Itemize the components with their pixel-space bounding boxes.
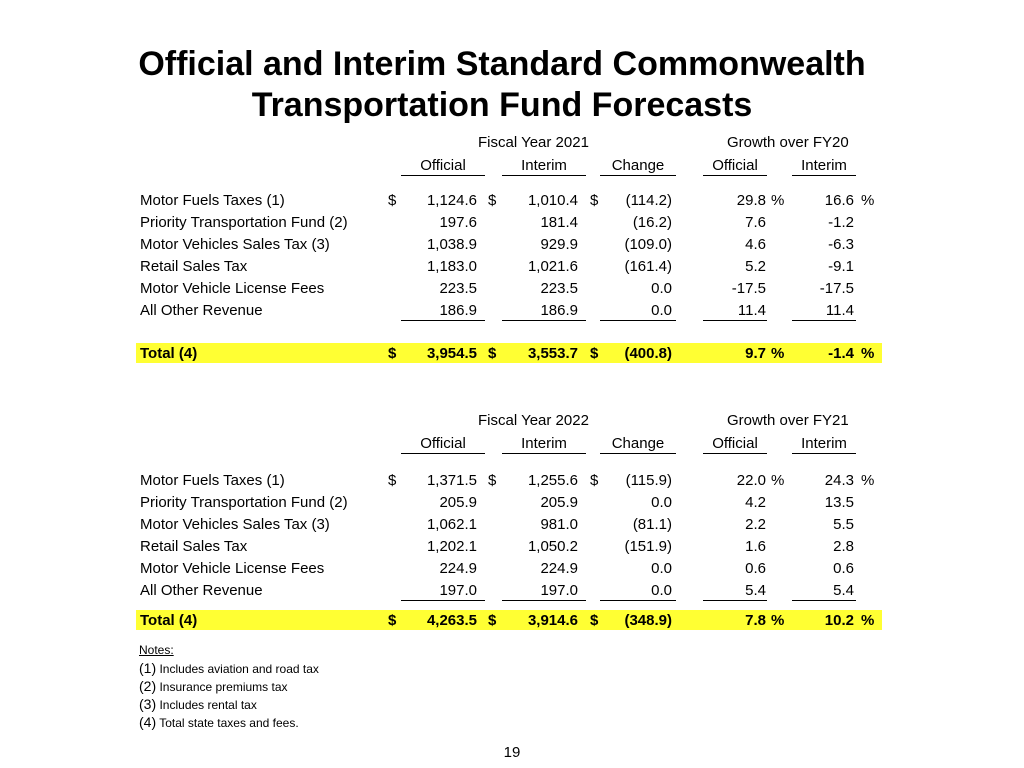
note-item [139, 661, 319, 677]
row-label: Motor Vehicles Sales Tax (3) [140, 516, 330, 533]
interim-value: 1,255.6 [527, 472, 578, 489]
subtotal-underline [401, 320, 485, 321]
total-growth-official: 7.8 [745, 612, 766, 629]
subtotal-underline [792, 320, 856, 321]
official-value: 1,124.6 [426, 192, 477, 209]
header-underline [401, 453, 485, 454]
percent-sign: % [771, 472, 785, 489]
official-value: 223.5 [439, 280, 477, 297]
total-official: 3,954.5 [426, 345, 477, 362]
total-interim: 3,553.7 [527, 345, 578, 362]
interim-value: 981.0 [540, 516, 578, 533]
col-header-growth-official: Official [712, 157, 758, 174]
header-underline [703, 453, 767, 454]
growth-official-value: 11.4 [737, 302, 766, 319]
col-header-growth-interim: Interim [801, 435, 847, 452]
change-value: (16.2) [632, 214, 672, 231]
growth-interim-value: 11.4 [825, 302, 854, 319]
dollar-sign: $ [388, 472, 397, 489]
change-value: 0.0 [651, 302, 672, 319]
note-text: Includes aviation and road tax [159, 662, 319, 676]
growth-official-value: 22.0 [736, 472, 766, 489]
subtotal-underline [792, 600, 856, 601]
change-value: (109.0) [624, 236, 672, 253]
dollar-sign: $ [590, 345, 599, 362]
change-value: 0.0 [651, 280, 672, 297]
fiscal-year-header: Fiscal Year 2021 [478, 134, 589, 151]
official-value: 205.9 [439, 494, 477, 511]
dollar-sign: $ [590, 192, 599, 209]
note-text: Insurance premiums tax [159, 680, 288, 694]
note-text: Includes rental tax [159, 698, 257, 712]
change-value: (81.1) [632, 516, 672, 533]
header-underline [600, 175, 676, 176]
change-value: 0.0 [651, 494, 672, 511]
growth-interim-value: 13.5 [824, 494, 854, 511]
growth-official-value: 4.6 [745, 236, 766, 253]
col-header-official: Official [420, 157, 466, 174]
growth-header: Growth over FY21 [727, 412, 849, 429]
growth-interim-value: 2.8 [833, 538, 854, 555]
interim-value: 186.9 [540, 302, 578, 319]
row-label: Priority Transportation Fund (2) [140, 494, 348, 511]
subtotal-underline [600, 320, 676, 321]
fiscal-year-header: Fiscal Year 2022 [478, 412, 589, 429]
growth-interim-value: 24.3 [824, 472, 854, 489]
header-underline [401, 175, 485, 176]
note-number: (4) [139, 714, 157, 730]
official-value: 1,371.5 [426, 472, 477, 489]
growth-official-value: -17.5 [731, 280, 766, 297]
title-line-1: Official and Interim Standard Commonwealth [138, 45, 866, 83]
col-header-interim: Interim [521, 435, 567, 452]
growth-interim-value: -1.2 [828, 214, 854, 231]
change-value: 0.0 [651, 560, 672, 577]
header-underline [502, 175, 586, 176]
change-value: (161.4) [624, 258, 672, 275]
row-label: Priority Transportation Fund (2) [140, 214, 348, 231]
subtotal-underline [401, 600, 485, 601]
growth-interim-value: 5.5 [833, 516, 854, 533]
change-value: 0.0 [651, 582, 672, 599]
percent-sign: % [771, 345, 785, 362]
col-header-official: Official [420, 435, 466, 452]
subtotal-underline [502, 320, 586, 321]
growth-official-value: 4.2 [745, 494, 766, 511]
interim-value: 197.0 [540, 582, 578, 599]
total-growth-interim: -1.4 [828, 345, 854, 362]
percent-sign: % [861, 345, 875, 362]
official-value: 1,062.1 [426, 516, 477, 533]
total-growth-official: 9.7 [745, 345, 766, 362]
notes-heading: Notes: [139, 643, 174, 657]
total-label: Total (4) [140, 345, 198, 362]
growth-interim-value: -9.1 [828, 258, 854, 275]
col-header-change: Change [611, 157, 665, 174]
note-number: (2) [139, 678, 157, 694]
dollar-sign: $ [388, 345, 397, 362]
total-interim: 3,914.6 [527, 612, 578, 629]
col-header-interim: Interim [521, 157, 567, 174]
row-label: Motor Vehicle License Fees [140, 280, 325, 297]
growth-interim-value: 5.4 [833, 582, 854, 599]
row-label: Motor Fuels Taxes (1) [140, 472, 285, 489]
dollar-sign: $ [488, 612, 497, 629]
official-value: 224.9 [439, 560, 477, 577]
percent-sign: % [771, 192, 785, 209]
official-value: 1,202.1 [426, 538, 477, 555]
dollar-sign: $ [590, 472, 599, 489]
growth-interim-value: -6.3 [828, 236, 854, 253]
interim-value: 205.9 [540, 494, 578, 511]
official-value: 197.0 [439, 582, 477, 599]
total-change: (348.9) [624, 612, 672, 629]
percent-sign: % [861, 192, 875, 209]
interim-value: 223.5 [540, 280, 578, 297]
growth-official-value: 5.2 [745, 258, 766, 275]
row-label: Retail Sales Tax [140, 538, 248, 555]
change-value: (115.9) [625, 472, 672, 489]
row-label: All Other Revenue [140, 302, 263, 319]
growth-official-value: 7.6 [745, 214, 766, 231]
percent-sign: % [861, 612, 875, 629]
dollar-sign: $ [488, 192, 497, 209]
dollar-sign: $ [388, 192, 397, 209]
subtotal-underline [703, 600, 767, 601]
header-underline [792, 175, 856, 176]
header-underline [502, 453, 586, 454]
growth-official-value: 5.4 [745, 582, 766, 599]
note-item [139, 697, 257, 713]
row-label: Motor Fuels Taxes (1) [140, 192, 285, 209]
row-label: All Other Revenue [140, 582, 263, 599]
total-label: Total (4) [140, 612, 198, 629]
title-line-2: Transportation Fund Forecasts [251, 86, 753, 124]
growth-official-value: 0.6 [745, 560, 766, 577]
percent-sign: % [771, 612, 785, 629]
col-header-change: Change [611, 435, 665, 452]
total-change: (400.8) [624, 345, 672, 362]
growth-official-value: 29.8 [736, 192, 766, 209]
change-value: (114.2) [625, 192, 672, 209]
page-title [0, 44, 1004, 126]
interim-value: 929.9 [540, 236, 578, 253]
dollar-sign: $ [488, 345, 497, 362]
total-growth-interim: 10.2 [824, 612, 854, 629]
subtotal-underline [600, 600, 676, 601]
percent-sign: % [861, 472, 875, 489]
official-value: 1,183.0 [426, 258, 477, 275]
row-label: Retail Sales Tax [140, 258, 248, 275]
growth-interim-value: -17.5 [819, 280, 854, 297]
growth-interim-value: 16.6 [824, 192, 854, 209]
col-header-growth-interim: Interim [801, 157, 847, 174]
note-number: (3) [139, 696, 157, 712]
interim-value: 181.4 [540, 214, 578, 231]
header-underline [703, 175, 767, 176]
note-item [139, 715, 299, 731]
col-header-growth-official: Official [712, 435, 758, 452]
note-number: (1) [139, 660, 157, 676]
interim-value: 224.9 [540, 560, 578, 577]
dollar-sign: $ [388, 612, 397, 629]
header-underline [792, 453, 856, 454]
row-label: Motor Vehicle License Fees [140, 560, 325, 577]
note-text: Total state taxes and fees. [159, 716, 299, 730]
official-value: 186.9 [439, 302, 477, 319]
growth-interim-value: 0.6 [833, 560, 854, 577]
interim-value: 1,050.2 [527, 538, 578, 555]
interim-value: 1,021.6 [527, 258, 578, 275]
official-value: 1,038.9 [426, 236, 477, 253]
growth-official-value: 1.6 [745, 538, 766, 555]
total-official: 4,263.5 [426, 612, 477, 629]
subtotal-underline [502, 600, 586, 601]
row-label: Motor Vehicles Sales Tax (3) [140, 236, 330, 253]
subtotal-underline [703, 320, 767, 321]
dollar-sign: $ [590, 612, 599, 629]
page-number: 19 [503, 744, 521, 761]
growth-header: Growth over FY20 [727, 134, 849, 151]
dollar-sign: $ [488, 472, 497, 489]
official-value: 197.6 [439, 214, 477, 231]
header-underline [600, 453, 676, 454]
change-value: (151.9) [624, 538, 672, 555]
interim-value: 1,010.4 [527, 192, 578, 209]
growth-official-value: 2.2 [745, 516, 766, 533]
note-item [139, 679, 288, 695]
